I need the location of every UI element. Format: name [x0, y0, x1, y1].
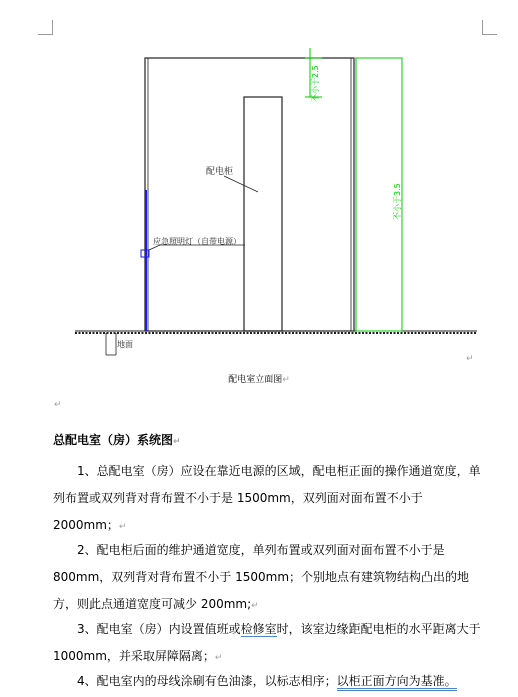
- dim-main-label: 不小于3.5: [393, 183, 402, 220]
- para-mark: ↵: [282, 375, 290, 385]
- para-mark: ↵: [214, 653, 223, 663]
- lamp-label: 应急照明灯（自带电源）: [153, 237, 241, 246]
- empty-paragraph-mark: ↵: [54, 400, 62, 410]
- para-mark: ↵: [118, 522, 127, 532]
- room-outline: [145, 58, 354, 331]
- paragraph-3-text-a: 3、配电室（房）内设置值班或: [77, 622, 241, 636]
- paragraph-1: [53, 458, 485, 541]
- para-mark: ↵: [251, 601, 259, 611]
- cabinet: [244, 97, 282, 331]
- paragraph-4-text-a: 4、配电室内的母线涂刷有色油漆，以标志相序；: [77, 674, 337, 688]
- paragraph-1-text: 1、总配电室（房）应设在靠近电源的区域，配电柜正面的操作通道宽度，单列布置或双列背对背布置不小于是 1500mm，双列面对面布置不小于 2000mm；: [53, 464, 481, 532]
- paragraph-2-text: 2、配电柜后面的维护通道宽度，单列布置或双列面对面布置不小于是 800mm，双列背对背布置不小于 1500mm；个别地点有建筑物结构凸出的地方，则此点通道宽度可减少 200mm;: [53, 543, 470, 611]
- para-mark-figure: ↵: [466, 354, 474, 364]
- figure-caption-text: 配电室立面图: [228, 375, 283, 385]
- paragraph-4-underlined: 以柜正面方向为基准。: [337, 674, 457, 691]
- figure-caption: [0, 372, 518, 385]
- paragraph-3: [53, 616, 485, 672]
- section-title: [53, 431, 181, 448]
- section-title-text: 总配电室（房）系统图: [53, 433, 174, 447]
- paragraph-3-underlined: 检修室: [240, 622, 277, 636]
- paragraph-2: [53, 537, 485, 620]
- paragraph-4: [53, 668, 485, 695]
- para-mark: ↵: [173, 437, 181, 447]
- paragraph-3-text-b: 时，该室边缘距配电柜的水平距离大于 1000mm，并采取屏障隔离；: [53, 622, 481, 663]
- cabinet-leader: [224, 176, 258, 192]
- ground-label: 地面: [117, 340, 133, 349]
- dim-upper-label: 不小于2.5: [311, 65, 320, 102]
- cabinet-label: 配电柜: [206, 167, 234, 177]
